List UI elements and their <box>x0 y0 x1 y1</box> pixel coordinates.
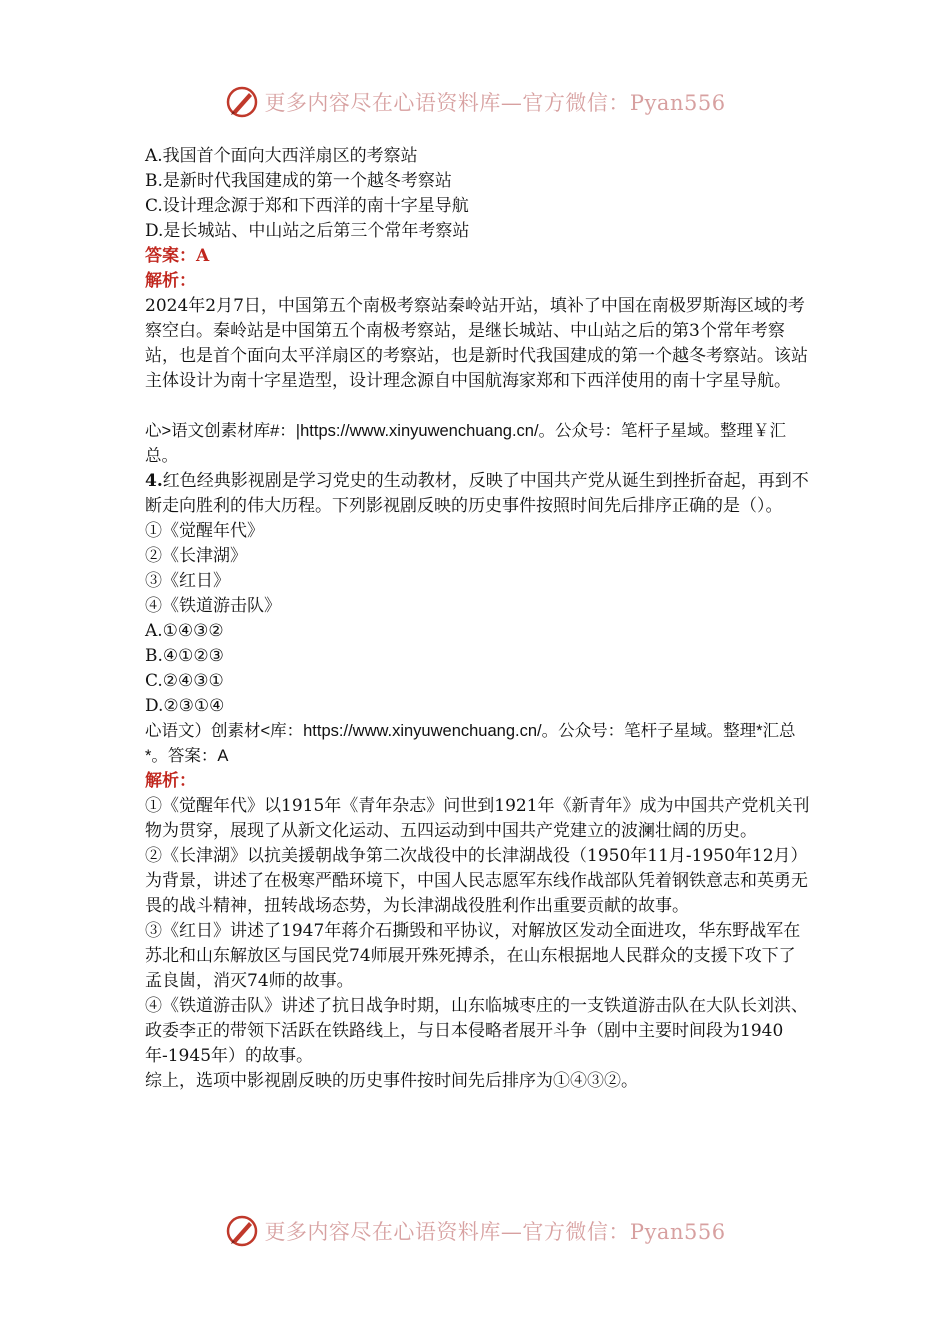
footer-banner <box>0 1211 950 1251</box>
q3-option-d: D.是长城站、中山站之后第三个常年考察站 <box>145 221 470 241</box>
q4-option-d: D.②③①④ <box>145 696 225 716</box>
pen-circle-logo-icon <box>224 84 260 120</box>
q3-option-b: B.是新时代我国建成的第一个越冬考察站 <box>145 171 452 191</box>
watermark-line-1: 心>语文创素材库#：|https://www.xinyuwenchuang.cn/。公众号：笔杆子星域。整理￥汇总。 <box>145 422 787 465</box>
header-banner-text: 更多内容尽在心语资料库—官方微信：Pyan556 <box>264 91 726 115</box>
watermark-answer-line: 心语文）创素材<库：https://www.xinyuwenchuang.cn/。公众号：笔杆子星域。整理*汇总*。答案：A <box>145 722 796 765</box>
q4-conclusion: 综上，选项中影视剧反映的历史事件按时间先后排序为①④③②。 <box>145 1071 638 1091</box>
q4-option-a: A.①④③② <box>145 621 224 641</box>
document-body <box>145 144 810 1094</box>
q4-stem: 红色经典影视剧是学习党史的生动教材，反映了中国共产党从诞生到挫折奋起，再到不断走向胜利的伟大历程。下列影视剧反映的历史事件按照时间先后排序正确的是（）。 <box>145 471 809 516</box>
q3-analysis: 2024年2月7日，中国第五个南极考察站秦岭站开站，填补了中国在南极罗斯海区域的考察空白。秦岭站是中国第五个南极考察站，是继长城站、中山站之后的第3个常年考察站，也是首个面向太平洋扇区的考察站，也是新时代我国建成的第一个越冬考察站。该站主体设计为南十字星造型，设计理念源自中国航海家郑和下西洋使用的南十字星导航。 <box>145 296 808 391</box>
q4-option-c: C.②④③① <box>145 671 224 691</box>
q4-item-2: ②《长津湖》 <box>145 546 247 566</box>
q4-item-4: ④《铁道游击队》 <box>145 596 281 616</box>
spacer <box>145 394 810 419</box>
q4-stem-paragraph <box>145 469 810 519</box>
q3-option-c: C.设计理念源于郑和下西洋的南十字星导航 <box>145 196 469 216</box>
header-banner <box>0 82 950 122</box>
q4-analysis-2: ②《长津湖》以抗美援朝战争第二次战役中的长津湖战役（1950年11月-1950年12月）为背景，讲述了在极寒严酷环境下，中国人民志愿军东线作战部队凭着钢铁意志和英勇无畏的战斗精神，扭转战场态势，为长津湖战役胜利作出重要贡献的故事。 <box>145 846 808 916</box>
q4-option-b: B.④①②③ <box>145 646 224 666</box>
q4-analysis-label: 解析： <box>145 771 196 791</box>
pen-circle-logo-icon <box>224 1213 260 1249</box>
q3-option-a: A.我国首个面向大西洋扇区的考察站 <box>145 146 418 166</box>
q4-item-1: ①《觉醒年代》 <box>145 521 264 541</box>
q4-number: 4. <box>145 471 163 491</box>
q3-analysis-label: 解析： <box>145 271 196 291</box>
q3-answer: 答案：A <box>145 246 210 266</box>
footer-banner-text: 更多内容尽在心语资料库—官方微信：Pyan556 <box>264 1220 726 1244</box>
q4-analysis-1: ①《觉醒年代》以1915年《青年杂志》问世到1921年《新青年》成为中国共产党机关刊物为贯穿，展现了从新文化运动、五四运动到中国共产党建立的波澜壮阔的历史。 <box>145 796 810 841</box>
q4-analysis-4: ④《铁道游击队》讲述了抗日战争时期，山东临城枣庄的一支铁道游击队在大队长刘洪、政委李正的带领下活跃在铁路线上，与日本侵略者展开斗争（剧中主要时间段为1940年-1945年）的故事。 <box>145 996 808 1066</box>
q4-analysis-3: ③《红日》讲述了1947年蒋介石撕毁和平协议，对解放区发动全面进攻，华东野战军在苏北和山东解放区与国民党74师展开殊死搏杀，在山东根据地人民群众的支援下攻下了孟良崮，消灭74师的故事。 <box>145 921 801 991</box>
q4-item-3: ③《红日》 <box>145 571 230 591</box>
